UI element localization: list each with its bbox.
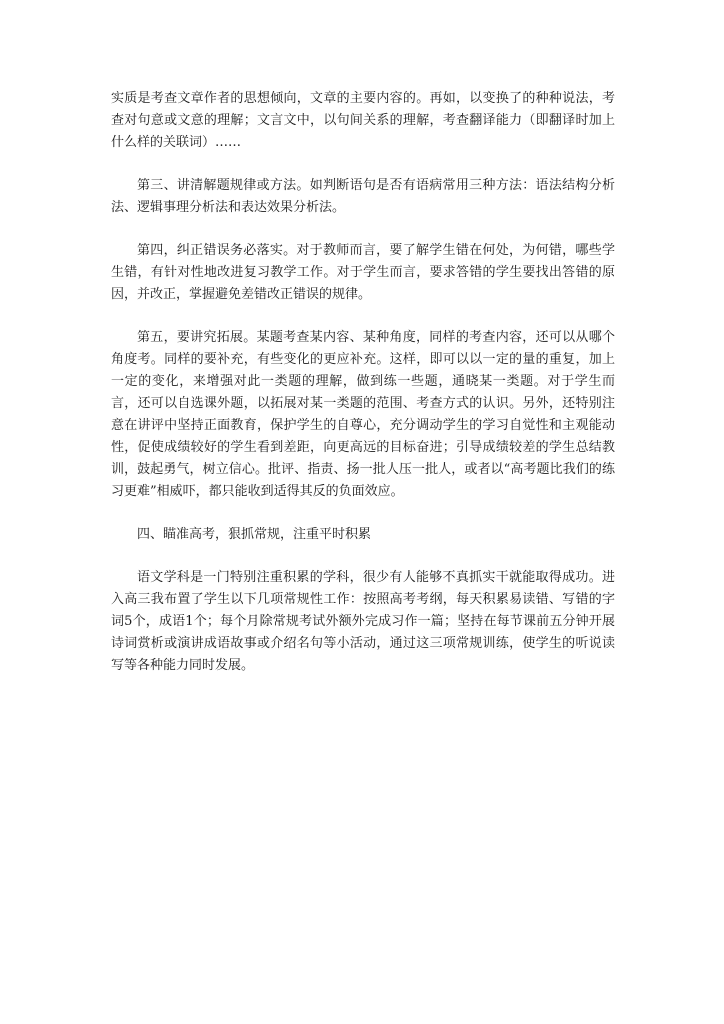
paragraph-fourth-point: 第四，纠正错误务必落实。对于教师而言，要了解学生错在何处，为何错，哪些学生错，有针对性地改进复习教学工作。对于学生而言，要求答错的学生要找出答错的原因，并改正，掌握避免差错改正错误的规律。 (111, 243, 615, 302)
paragraph-fifth-point: 第五，要讲究拓展。某题考查某内容、某种角度，同样的考查内容，还可以从哪个角度考。同样的要补充，有些变化的更应补充。这样，即可以以一定的量的重复，加上一定的变化，来增强对此一类题的理解，做到练一些题，通晓某一类题。对于学生而言，还可以自选课外题，以拓展对某一类题的范围、考查方式的认识。另外，还特别注意在讲评中坚持正面教育，保护学生的自尊心，充分调动学生的学习自觉性和主观能动性，促使成绩较好的学生看到差距，向更高远的目标奋进；引导成绩较差的学生总结教训，鼓起勇气，树立信心。批评、指责、扬一批人压一批人，或者以“高考题比我们的练习更难”相威吓，都只能收到适得其反的负面效应。 (111, 330, 615, 499)
section-heading: 四、瞄准高考，狠抓常规，注重平时积累 (137, 527, 372, 542)
paragraph-continuation: 实质是考查文章作者的思想倾向，文章的主要内容的。再如，以变换了的种种说法，考查对句意或文意的理解；文言文中，以句间关系的理解，考查翻译能力（即翻译时加上什么样的关联词）…… (111, 91, 615, 150)
document-body (111, 88, 615, 698)
paragraph-third-point: 第三、讲清解题规律或方法。如判断语句是否有语病常用三种方法：语法结构分析法、逻辑事理分析法和表达效果分析法。 (111, 178, 615, 215)
paragraph-accumulation: 语文学科是一门特别注重积累的学科，很少有人能够不真抓实干就能取得成功。进入高三我布置了学生以下几项常规性工作：按照高考考纲，每天积累易读错、写错的字词5个，成语1个；每个月除常规考试外额外完成习作一篇；坚持在每节课前五分钟开展诗词赏析或演讲成语故事或介绍名句等小活动，通过这三项常规训练，使学生的听说读写等各种能力同时发展。 (111, 570, 615, 673)
